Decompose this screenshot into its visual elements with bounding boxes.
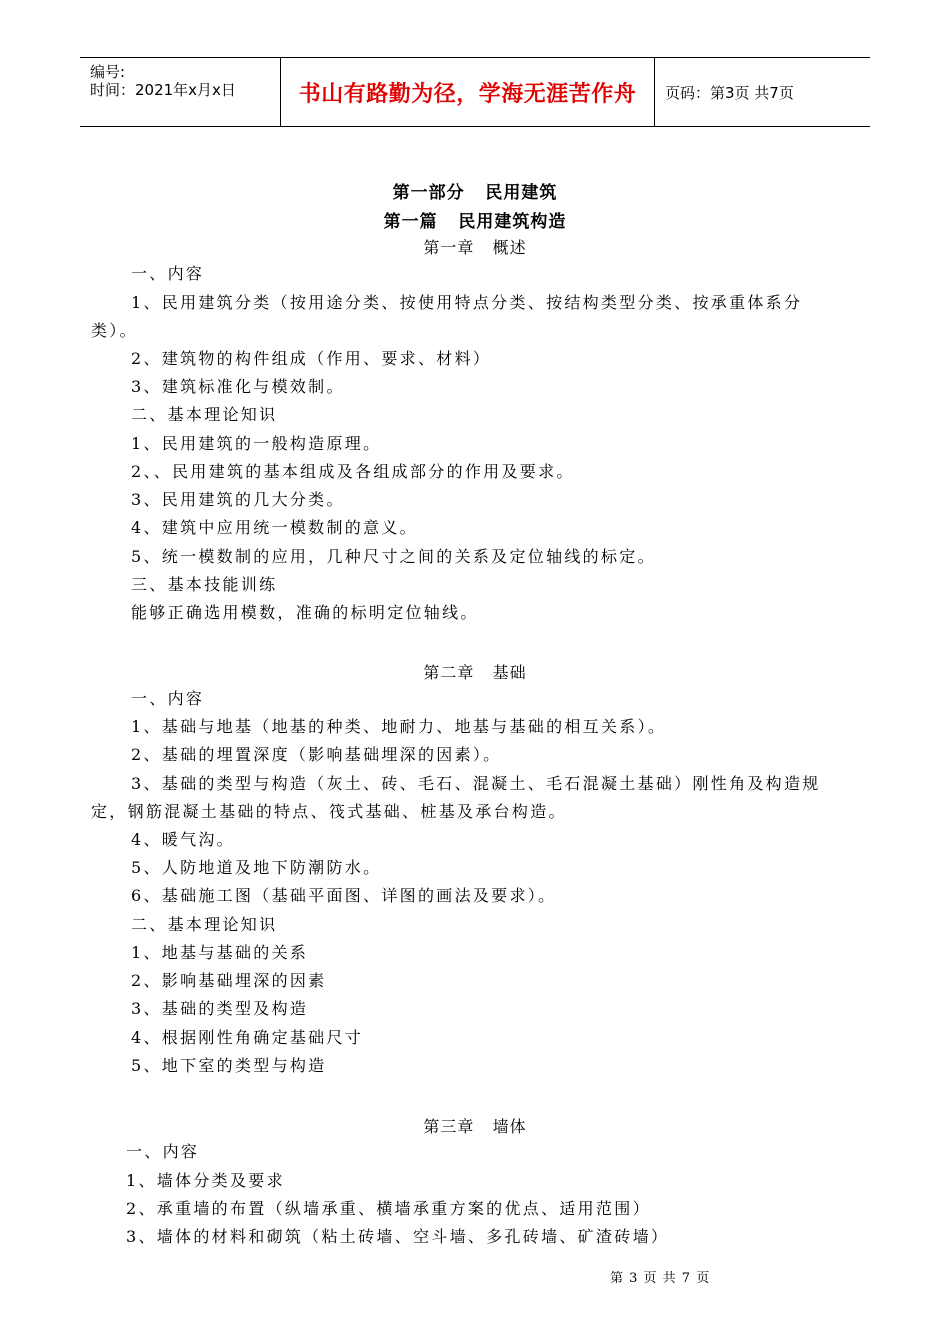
list-item: 4、根据刚性角确定基础尺寸 [131,1028,364,1047]
chapter-title: 第三章 墙体 [423,1117,527,1136]
page-info: 页码：第3页 共7页 [665,83,794,102]
list-item: 3、基础的类型与构造（灰土、砖、毛石、混凝土、毛石混凝土基础）刚性角及构造规 [131,774,821,793]
volume-title: 第一篇 民用建筑构造 [383,212,567,232]
page-header [80,57,870,127]
list-item: 4、暖气沟。 [131,830,235,849]
list-item: 4、建筑中应用统一模数制的意义。 [131,518,418,537]
part-title: 第一部分 民用建筑 [392,183,558,203]
list-item: 1、地基与基础的关系 [131,943,309,962]
section-heading: 二、基本理论知识 [131,405,278,424]
list-item: 定，钢筋混凝土基础的特点、筏式基础、桩基及承台构造。 [91,802,567,821]
motto-text: 书山有路勤为径，学海无涯苦作舟 [298,81,637,107]
section-heading: 一、内容 [126,1142,200,1161]
section-heading: 二、基本理论知识 [131,915,278,934]
document-number-label: 编号: [90,63,126,81]
section-heading: 三、基本技能训练 [131,575,278,594]
list-item: 1、民用建筑的一般构造原理。 [131,434,382,453]
list-item: 6、基础施工图（基础平面图、详图的画法及要求）。 [131,886,557,905]
list-item: 3、民用建筑的几大分类。 [131,490,345,509]
list-item: 3、建筑标准化与模效制。 [131,377,345,396]
list-item: 1、墙体分类及要求 [126,1171,285,1190]
list-item: 3、墙体的材料和砌筑（粘土砖墙、空斗墙、多孔砖墙、矿渣砖墙） [126,1227,670,1246]
chapter-title: 第一章 概述 [423,238,527,257]
list-item: 1、基础与地基（地基的种类、地耐力、地基与基础的相互关系）。 [131,717,667,736]
list-item: 2、影响基础埋深的因素 [131,971,327,990]
page-footer: 第 3 页 共 7 页 [610,1271,711,1286]
list-item: 5、统一模数制的应用，几种尺寸之间的关系及定位轴线的标定。 [131,547,656,566]
header-page-cell [655,58,870,126]
list-item: 2、、民用建筑的基本组成及各组成部分的作用及要求。 [131,462,575,481]
chapter-title: 第二章 基础 [423,663,527,682]
list-item: 2、基础的埋置深度（影响基础埋深的因素）。 [131,745,502,764]
list-item: 5、地下室的类型与构造 [131,1056,327,1075]
section-heading: 一、内容 [131,689,205,708]
document-time-label: 时间：2021年x月x日 [90,81,236,99]
list-item: 5、人防地道及地下防潮防水。 [131,858,382,877]
header-motto-cell [281,58,654,126]
list-item: 类）。 [91,321,138,340]
list-item: 能够正确选用模数，准确的标明定位轴线。 [131,603,479,622]
list-item: 1、民用建筑分类（按用途分类、按使用特点分类、按结构类型分类、按承重体系分 [131,293,803,312]
list-item: 2、承重墙的布置（纵墙承重、横墙承重方案的优点、适用范围） [126,1199,651,1218]
list-item: 2、建筑物的构件组成（作用、要求、材料） [131,349,492,368]
list-item: 3、基础的类型及构造 [131,999,309,1018]
header-meta-cell [80,58,280,126]
section-heading: 一、内容 [131,264,205,283]
